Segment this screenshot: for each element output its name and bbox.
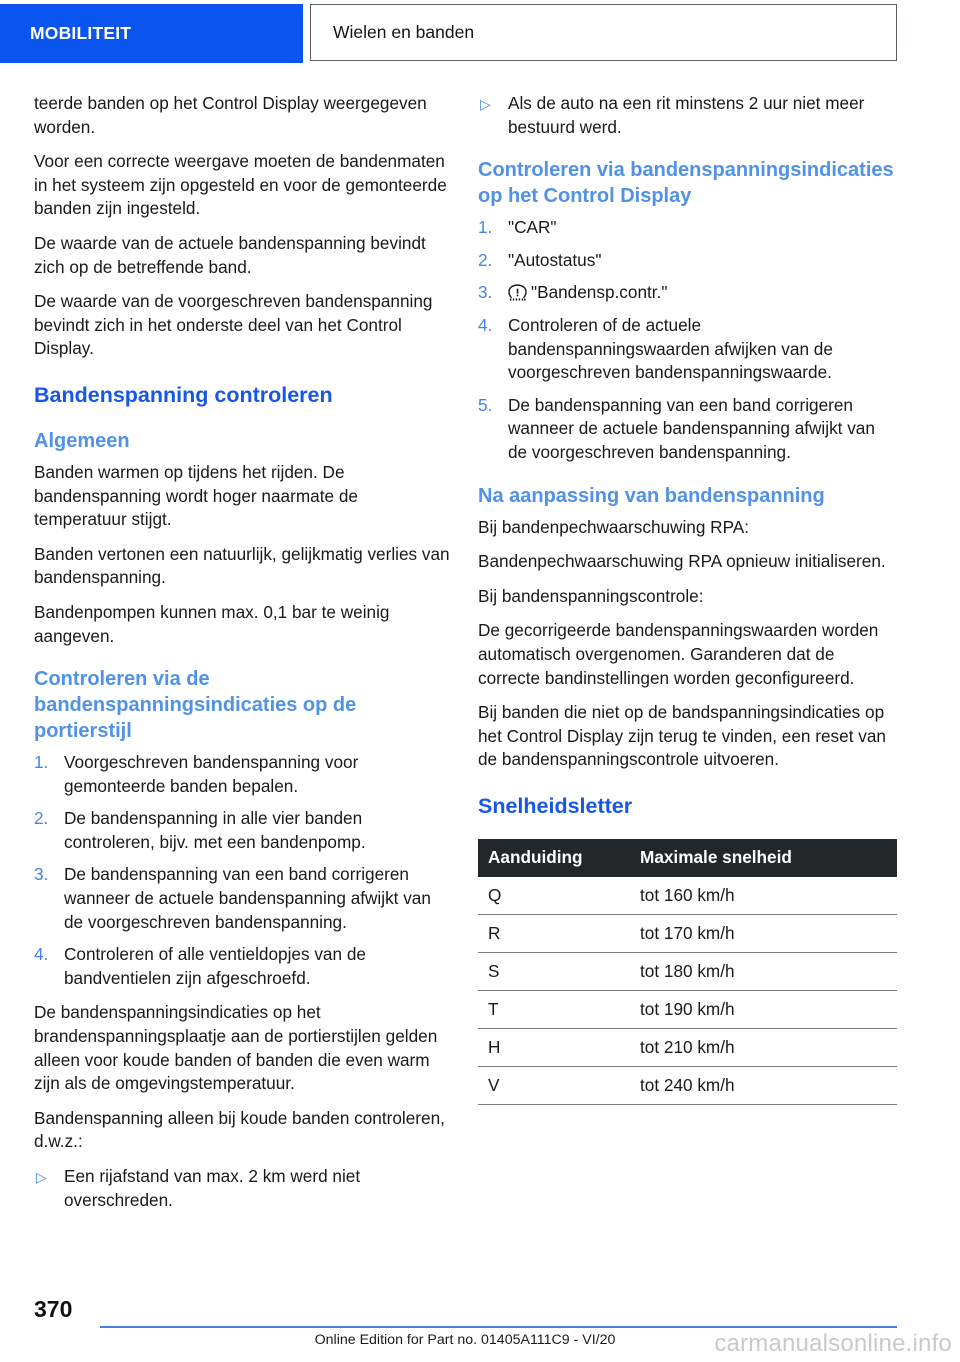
- table-header-row: [478, 839, 897, 877]
- control-display-step-list: [478, 216, 896, 464]
- portierstijl-step-list: [34, 751, 452, 990]
- column-header-aanduiding: Aanduiding: [478, 839, 630, 877]
- cell-aanduiding: T: [478, 990, 630, 1028]
- tpms-warning-icon: [508, 284, 527, 301]
- list-marker: 1.: [478, 217, 493, 238]
- list-marker: 2.: [34, 808, 49, 829]
- list-item: [34, 863, 452, 934]
- paragraph: Banden vertonen een natuurlijk, gelijkmatig verlies van bandenspanning.: [34, 543, 450, 588]
- cell-aanduiding: R: [478, 914, 630, 952]
- page-header: [0, 0, 960, 68]
- heading-controleren-portierstijl: Controleren via de bandenspanningsindicaties op de portierstijl: [34, 668, 357, 743]
- list-item-text: Voorgeschreven bandenspanning voor gemonteerde banden bepalen.: [64, 752, 359, 796]
- list-item: [478, 314, 896, 385]
- paragraph: De bandenspanningsindicaties op het brandenspanningsplaatje aan de portierstijlen gelden alleen voor koude banden of banden die even warm zijn als de omgevingstemperatuur.: [34, 1002, 438, 1094]
- list-item: [34, 943, 452, 990]
- list-marker: 3.: [34, 864, 49, 885]
- list-item: [34, 751, 452, 798]
- paragraph: Bandenspanning alleen bij koude banden controleren, d.w.z.:: [34, 1107, 445, 1152]
- list-item: [478, 92, 896, 139]
- triangle-bullet-icon: ▷: [36, 1169, 47, 1185]
- footer-divider: [100, 1326, 897, 1328]
- list-item: [478, 394, 896, 465]
- left-column: [34, 92, 452, 1223]
- paragraph: Bandenpompen kunnen max. 0,1 bar te weinig aangeven.: [34, 601, 390, 646]
- table-row: [478, 952, 897, 990]
- speed-rating-table: [478, 839, 897, 1105]
- cell-snelheid: tot 210 km/h: [630, 1028, 897, 1066]
- list-item-text: De bandenspanning in alle vier banden controleren, bijv. met een bandenpomp.: [64, 808, 366, 852]
- paragraph: De waarde van de actuele bandenspanning bevindt zich op de betreffende band.: [34, 232, 426, 277]
- paragraph: Bandenpechwaarschuwing RPA opnieuw initialiseren.: [478, 551, 886, 572]
- cell-aanduiding: Q: [478, 877, 630, 915]
- list-item-text: Controleren of alle ventieldopjes van de bandventielen zijn afgeschroefd.: [64, 944, 366, 988]
- table-row: [478, 990, 897, 1028]
- list-item-text: "Autostatus": [508, 249, 602, 270]
- list-item: [34, 1165, 452, 1212]
- list-item-text: "CAR": [508, 217, 557, 238]
- paragraph: De gecorrigeerde bandenspanningswaarden worden automatisch overgenomen. Garanderen dat de correcte bandinstellingen worden geconfigureerd.: [478, 620, 879, 688]
- table-row: [478, 914, 897, 952]
- paragraph: Bij bandenspanningscontrole:: [478, 585, 704, 606]
- page-number: 370: [34, 1296, 73, 1322]
- paragraph: Bij bandenpechwaarschuwing RPA:: [478, 516, 750, 537]
- list-item-text: Een rijafstand van max. 2 km werd niet overschreden.: [64, 1166, 361, 1210]
- cell-snelheid: tot 160 km/h: [630, 877, 897, 915]
- heading-bandenspanning-controleren: Bandenspanning controleren: [34, 382, 333, 407]
- column-header-maximale-snelheid: Maximale snelheid: [630, 839, 897, 877]
- table-row: [478, 1028, 897, 1066]
- koude-banden-bullet-list-cont: [478, 92, 896, 139]
- heading-snelheidsletter: Snelheidsletter: [478, 793, 633, 818]
- site-watermark: carmanualsonline.info: [714, 1330, 952, 1357]
- list-marker: 4.: [478, 314, 493, 335]
- list-marker: 5.: [478, 394, 493, 415]
- right-column: [478, 92, 896, 1105]
- chapter-tab[interactable]: [0, 4, 303, 63]
- chapter-label: MOBILITEIT: [30, 23, 132, 43]
- footer-edition-note: Online Edition for Part no. 01405A111C9 - VI/20: [314, 1332, 616, 1348]
- list-marker: 4.: [34, 944, 49, 965]
- paragraph: teerde banden op het Control Display weergegeven worden.: [34, 93, 427, 137]
- paragraph: Voor een correcte weergave moeten de bandenmaten in het systeem zijn opgesteld en voor de gemonteerde banden zijn ingesteld.: [34, 151, 447, 219]
- triangle-bullet-icon: ▷: [480, 96, 491, 112]
- cell-snelheid: tot 190 km/h: [630, 990, 897, 1028]
- list-item-text: Als de auto na een rit minstens 2 uur niet meer bestuurd werd.: [508, 93, 865, 137]
- list-marker: 2.: [478, 249, 493, 270]
- heading-na-aanpassing: Na aanpassing van bandenspanning: [478, 484, 825, 507]
- koude-banden-bullet-list: [34, 1165, 452, 1212]
- page-footer: [0, 1280, 960, 1362]
- paragraph: Bij banden die niet op de bandspanningsindicaties op het Control Display zijn terug te vinden, een reset van de bandenspanningscontrole uitvoeren.: [478, 702, 886, 770]
- cell-snelheid: tot 170 km/h: [630, 914, 897, 952]
- table-row: [478, 877, 897, 915]
- list-marker: 3.: [478, 282, 493, 303]
- list-item: [34, 807, 452, 854]
- cell-snelheid: tot 180 km/h: [630, 952, 897, 990]
- heading-algemeen: Algemeen: [34, 429, 130, 452]
- list-marker: 1.: [34, 752, 49, 773]
- cell-aanduiding: V: [478, 1066, 630, 1104]
- section-tab[interactable]: [310, 4, 897, 61]
- table-row: [478, 1066, 897, 1104]
- paragraph: Banden warmen op tijdens het rijden. De bandenspanning wordt hoger naarmate de temperatuur stijgt.: [34, 461, 358, 530]
- heading-controleren-control-display: Controleren via bandenspanningsindicaties op het Control Display: [478, 159, 894, 208]
- cell-aanduiding: S: [478, 952, 630, 990]
- list-item: [478, 249, 896, 273]
- list-item-text: De bandenspanning van een band corrigeren wanneer de actuele bandenspanning afwijkt van de voorgeschreven bandenspanning.: [64, 864, 431, 932]
- cell-snelheid: tot 240 km/h: [630, 1066, 897, 1104]
- list-item: [478, 216, 896, 240]
- list-item-text: "Bandensp.contr.": [531, 282, 668, 303]
- section-label: Wielen en banden: [333, 22, 475, 42]
- list-item-text: De bandenspanning van een band corrigeren wanneer de actuele bandenspanning afwijkt van de voorgeschreven bandenspanning.: [508, 394, 875, 462]
- list-item-text: Controleren of de actuele bandenspanningswaarden afwijken van de voorgeschreven bandenspanningswaarde.: [508, 314, 833, 383]
- list-item: [478, 281, 896, 305]
- cell-aanduiding: H: [478, 1028, 630, 1066]
- paragraph: De waarde van de voorgeschreven bandenspanning bevindt zich in het onderste deel van het Control Display.: [34, 291, 433, 359]
